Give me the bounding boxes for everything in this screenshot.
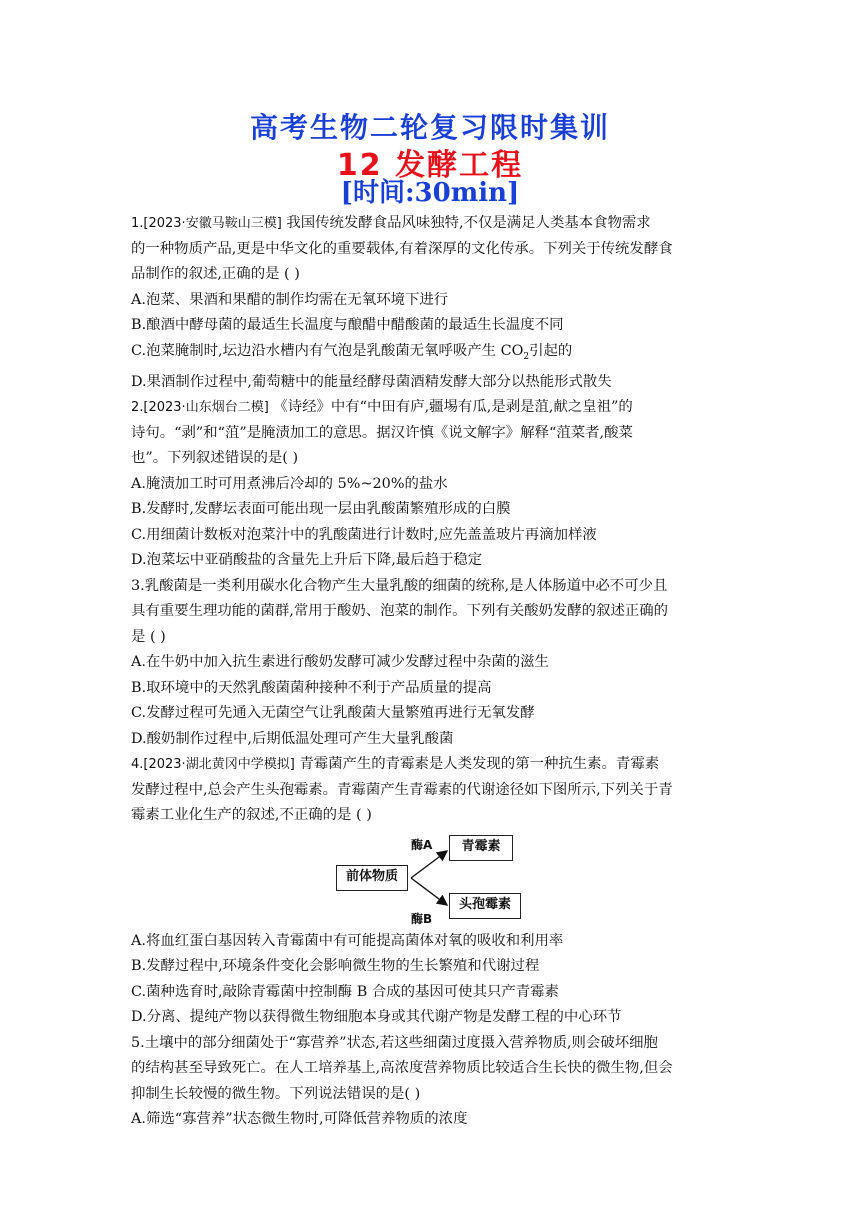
penicillin-box: 青霉素 [449,835,513,861]
arrow-to-cephalosporin [411,878,447,905]
question-4-option-c: C.菌种选育时,敲除青霉菌中控制酶 B 合成的基因可使其只产青霉素 [131,983,559,1000]
question-4-stem-line: 发酵过程中,总会产生头孢霉素。青霉菌产生青霉素的代谢途径如下图所示,下列关于青 [131,781,673,798]
question-3-stem: 3.乳酸菌是一类利用碳水化合物产生大量乳酸的细菌的统称,是人体肠道中必不可少且 [131,577,668,594]
question-4-option-b: B.发酵过程中,环境条件变化会影响微生物的生长繁殖和代谢过程 [131,958,540,975]
question-1-stem-line: 品制作的叙述,正确的是 ( ) [131,266,300,282]
question-5-option-a: A.筛选“寡营养”状态微生物时,可降低营养物质的浓度 [131,1111,468,1128]
question-1-option-d: D.果酒制作过程中,葡萄糖中的能量经酵母菌酒精发酵大部分以热能形式散失 [131,373,612,390]
question-list [131,211,731,1133]
question-2-stem: 2.[2023·山东烟台二模] 《诗经》中有“中田有庐,疆埸有瓜,是剥是菹,献之皇祖”的 [131,399,633,416]
question-1-stem-line: 的一种物质产品,更是中华文化的重要载体,有着深厚的文化传承。下列关于传统发酵食 [131,240,673,257]
chapter-title: 12 发酵工程 [336,148,524,183]
question-1-option-a: A.泡菜、果酒和果醋的制作均需在无氧环境下进行 [131,291,449,308]
question-3-stem-line: 具有重要生理功能的菌群,常用于酸奶、泡菜的制作。下列有关酸奶发酵的叙述正确的 [131,603,669,620]
cephalosporin-box: 头孢霉素 [449,893,521,919]
question-5-stem-line: 抑制生长较慢的微生物。下列说法错误的是( ) [131,1085,421,1102]
question-4-option-a: A.将血红蛋白基因转入青霉菌中有可能提高菌体对氧的吸收和利用率 [131,932,564,949]
question-1-option-c: C.泡菜腌制时,坛边沿水槽内有气泡是乳酸菌无氧呼吸产生 $CO_2$引起的 [131,342,573,362]
question-2-stem-line: 诗句。“剥”和“菹”是腌渍加工的意思。据汉许慎《说文解字》解释“菹菜者,酸菜 [131,424,633,441]
question-2-option-b: B.发酵时,发酵坛表面可能出现一层由乳酸菌繁殖形成的白膜 [131,501,511,518]
question-2-option-d: D.泡菜坛中亚硝酸盐的含量先上升后下降,最后趋于稳定 [131,552,483,569]
question-3-stem-line: 是 ( ) [131,628,166,645]
enzyme-a-label: 酶A [411,837,433,852]
question-2-option-a: A.腌渍加工时可用煮沸后冷却的 5%~20%的盐水 [131,475,448,492]
question-source: 4.[2023·湖北黄冈中学模拟] [131,757,295,773]
question-2-stem-line: 也”。下列叙述错误的是( ) [131,450,299,467]
question-3-option-b: B.取环境中的天然乳酸菌菌种接种不利于产品质量的提高 [131,679,492,696]
time-limit: [时间:30min] [340,178,520,208]
question-3-option-a: A.在牛奶中加入抗生素进行酸奶发酵可减少发酵过程中杂菌的滋生 [131,654,549,671]
question-source: 2.[2023·山东烟台二模] [131,400,269,416]
question-5-stem: 5.土壤中的部分细菌处于“寡营养”状态,若这些细菌过度摄入营养物质,则会破坏细胞 [131,1034,658,1051]
question-3-option-c: C.发酵过程可先通入无菌空气让乳酸菌大量繁殖再进行无氧发酵 [131,705,535,722]
question-4-option-d: D.分离、提纯产物以获得微生物细胞本身或其代谢产物是发酵工程的中心环节 [131,1009,622,1026]
question-1-stem: 1.[2023·安徽马鞍山三模] 我国传统发酵食品风味独特,不仅是满足人类基本食物需求 [131,215,651,231]
question-4-stem: 4.[2023·湖北黄冈中学模拟] 青霉菌产生的青霉素是人类发现的第一种抗生素。青霉素 [131,756,660,773]
metabolic-pathway-diagram [131,831,731,927]
enzyme-b-label: 酶B [411,911,433,926]
question-source: 1.[2023·安徽马鞍山三模] [131,216,282,231]
document-title: 高考生物二轮复习限时集训 [249,111,610,144]
question-3-option-d: D.酸奶制作过程中,后期低温处理可产生大量乳酸菌 [131,730,454,747]
question-4-stem-line: 霉素工业化生产的叙述,不正确的是 ( ) [131,807,372,824]
precursor-box: 前体物质 [336,865,408,891]
question-2-option-c: C.用细菌计数板对泡菜汁中的乳酸菌进行计数时,应先盖盖玻片再滴加样液 [131,526,597,543]
question-5-stem-line: 的结构甚至导致死亡。在人工培养基上,高浓度营养物质比较适合生长快的微生物,但会 [131,1060,673,1077]
question-1-option-b: B.酿酒中酵母菌的最适生长温度与酿醋中醋酸菌的最适生长温度不同 [131,317,564,333]
